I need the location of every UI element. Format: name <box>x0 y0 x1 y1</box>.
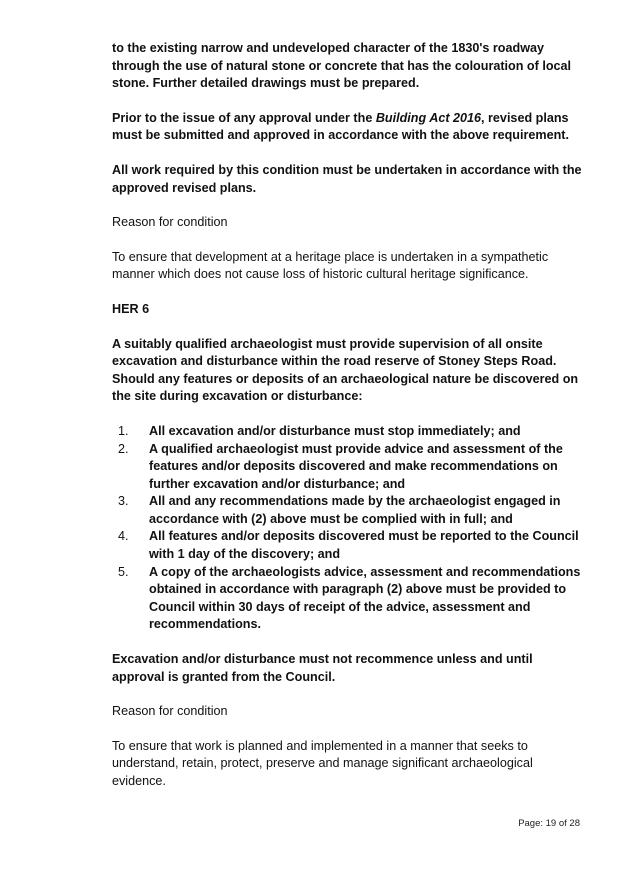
numbered-list <box>112 423 582 634</box>
reason-text: To ensure that work is planned and implemented in a manner that seeks to understand, retain, protect, preserve and manage significant archaeological evidence. <box>112 738 533 788</box>
list-item-number: 4. <box>118 529 129 544</box>
list-item-number: 2. <box>118 441 129 456</box>
approval-paragraph <box>112 110 582 145</box>
list-item <box>112 564 582 634</box>
approval-text-start: Prior to the issue of any approval under the <box>112 110 376 125</box>
list-item-text: All excavation and/or disturbance must stop immediately; and <box>149 423 521 438</box>
list-item <box>112 528 582 563</box>
reason-heading: Reason for condition <box>112 704 228 719</box>
list-item <box>112 423 582 441</box>
list-item-text: All and any recommendations made by the archaeologist engaged in accordance with (2) above must be complied with in full; and <box>149 494 561 526</box>
her6-closing: Excavation and/or disturbance must not recommence unless and until approval is granted from the Council. <box>112 652 533 684</box>
approval-text-end: , revised plans must be submitted and approved in accordance with the above requirement. <box>112 110 569 143</box>
page-number: Page: 19 of 28 <box>518 818 580 829</box>
list-item-number: 5. <box>118 564 129 579</box>
reason-text: To ensure that development at a heritage place is undertaken in a sympathetic manner which does not cause loss of historic cultural heritage significance. <box>112 249 549 282</box>
section-heading-her6: HER 6 <box>112 301 150 316</box>
list-item <box>112 441 582 494</box>
document-page <box>112 40 582 791</box>
list-item-text: A qualified archaeologist must provide advice and assessment of the features and/or deposits discovered and make recommendations on further excavation and/or disturbance; and <box>149 441 563 491</box>
list-item-number: 3. <box>118 494 129 509</box>
building-act-reference: Building Act 2016 <box>375 110 482 125</box>
her6-intro: A suitably qualified archaeologist must provide supervision of all onsite excavation and disturbance within the road reserve of Stoney Steps Road. Should any features or deposits of an archaeological nature be discovered on the site during excavation or disturbance: <box>112 336 579 404</box>
list-item-number: 1. <box>118 423 129 438</box>
condition-paragraph: to the existing narrow and undeveloped character of the 1830's roadway through the use of natural stone or concrete that has the colouration of local stone. Further detailed drawings must be prepared. <box>112 41 572 91</box>
list-item <box>112 493 582 528</box>
work-requirement-paragraph: All work required by this condition must be undertaken in accordance with the approved revised plans. <box>112 162 582 195</box>
reason-heading: Reason for condition <box>112 215 228 230</box>
list-item-text: All features and/or deposits discovered must be reported to the Council with 1 day of the discovery; and <box>149 529 579 562</box>
list-item-text: A copy of the archaeologists advice, assessment and recommendations obtained in accordance with paragraph (2) above must be provided to Council within 30 days of receipt of the advice, assessment and recommendations. <box>149 564 581 632</box>
